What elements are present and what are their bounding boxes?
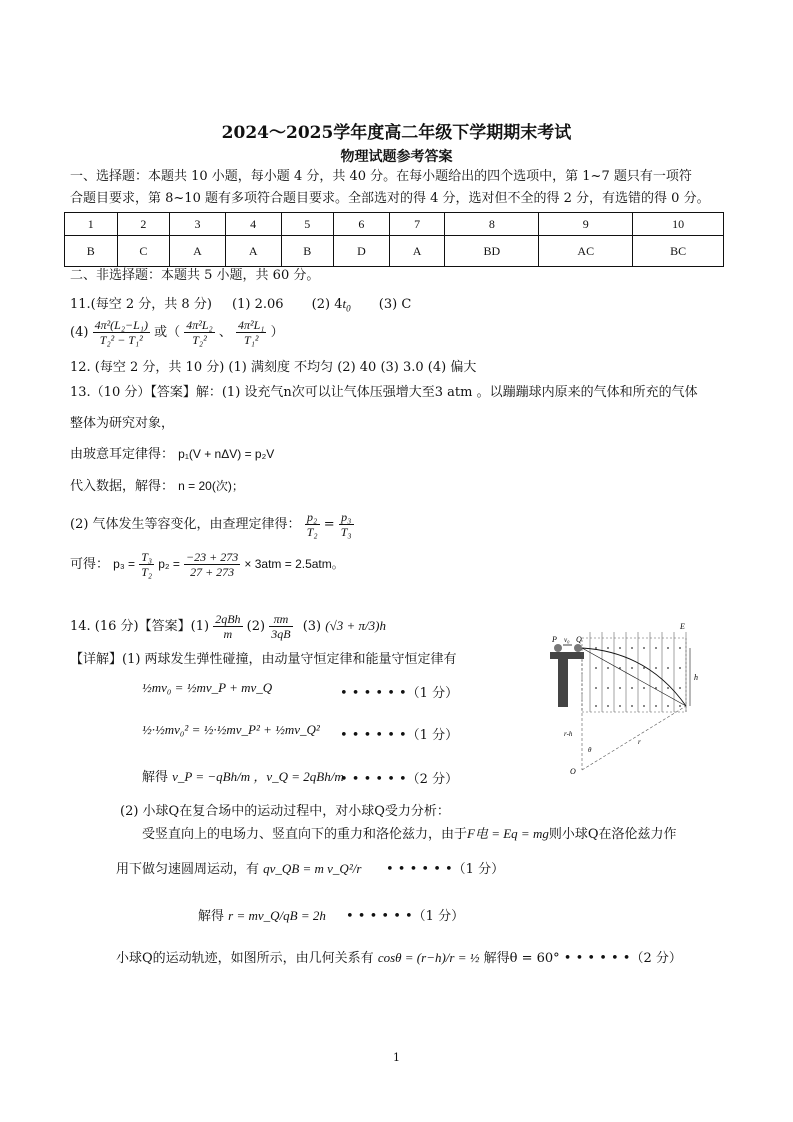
q14-part2-line5 (116, 947, 682, 966)
answer-table-header-row (65, 213, 724, 236)
table-cell: A (389, 236, 445, 267)
q14-equation-2-score: • • • • • •（1 分） (340, 728, 459, 743)
ball-p (554, 644, 562, 652)
table-cell: C (117, 236, 170, 267)
q11-line2 (70, 318, 284, 347)
fraction-numerator: 4π²(L₂−L₁) (94, 318, 148, 332)
fraction-denominator: 27 + 273 (190, 565, 235, 579)
table-cell: BC (633, 236, 724, 267)
q14-answer-3: (√3 + π/3)h (325, 618, 386, 633)
q13-line5-label: (2) 气体发生等容变化，由查理定律得： (70, 517, 301, 532)
q13-line6 (70, 550, 344, 579)
fraction-numerator: 2qBh (215, 612, 241, 626)
fraction-denominator: T₃ (340, 525, 352, 539)
q11-line1 (70, 294, 411, 319)
label-q: Q (576, 635, 582, 644)
q11-answer-1: (1) 2.06 (232, 297, 284, 312)
q13-line3-label: 由玻意耳定律得： (70, 447, 175, 462)
q13-line4-equation: n = 20(次)； (178, 479, 244, 493)
page-subtitle: 物理试题参考答案 (340, 149, 453, 165)
q13-line2: 整体为研究对象， (70, 416, 175, 431)
q11-answer-4-label: (4) (70, 325, 89, 340)
q14-part2-line3-score: • • • • • •（1 分） (386, 862, 505, 877)
label-r: r (638, 738, 641, 746)
q14-part2-line2 (142, 823, 677, 842)
q14-part2-line3-text: 用下做匀速圆周运动，有 (116, 862, 260, 877)
q11-answer-2: (2) 4 (311, 297, 343, 312)
q13-line6-part-a: p₃ = (113, 557, 136, 571)
q13-line5 (70, 510, 354, 539)
q14-part2-line2-tail: 则小球Q在洛伦兹力作 (548, 827, 677, 842)
fraction-numerator: 4π²L₁ (238, 318, 265, 332)
q11-answer-4-fraction (93, 318, 150, 347)
fraction-denominator: T₁² (244, 333, 259, 347)
q14-answer-1 (213, 612, 242, 641)
q11-answer-4-separator: 、 (218, 325, 232, 340)
table-cell: 4 (225, 213, 281, 236)
label-h: h (694, 673, 698, 682)
table-cell: 6 (334, 213, 390, 236)
q11-answer-3: (3) C (378, 297, 412, 312)
q14-part2-line4-equation: r = mv_Q/qB = 2h (228, 908, 326, 923)
q11-answer-4-alt2 (236, 318, 266, 347)
q13-line4-label: 代入数据，解得： (70, 479, 175, 494)
table-cell: A (170, 236, 226, 267)
q14-part2-line4-label: 解得 (198, 909, 225, 924)
q14-part2-line5-score: • • • • • •（2 分） (563, 951, 682, 966)
q11-head: 11.(每空 2 分，共 8 分) (70, 297, 212, 312)
motion-diagram (530, 618, 730, 778)
q13-line6-part-c: × 3atm = 2.5atm。 (244, 557, 344, 571)
fraction-numerator: 4π²L₂ (186, 318, 213, 332)
q13-line5-left-fraction (305, 510, 320, 539)
table-cell: 3 (170, 213, 226, 236)
table-cell: B (281, 236, 334, 267)
q14-part2-line5-equation: cosθ = (r−h)/r = ½ (377, 950, 480, 965)
section1-line1: 一、选择题：本题共 10 小题，每小题 4 分，共 40 分。在每小题给出的四个选项中，第 1~7 题只有一项符 (70, 169, 692, 184)
q13-line6-fraction-2 (184, 550, 240, 579)
fraction-numerator: T₃ (141, 550, 153, 564)
table-cell: 2 (117, 213, 170, 236)
chord-line (582, 648, 686, 706)
table-cell: 10 (633, 213, 724, 236)
table-cell: D (334, 236, 390, 267)
q13-line4 (70, 476, 244, 497)
fraction-denominator: T₂ (306, 525, 318, 539)
q14-equation-1-score: • • • • • •（1 分） (340, 686, 459, 701)
q14-head: 14. (16 分)【答案】(1) (70, 619, 210, 634)
q14-part2-line5-tail: 解得θ = 60° (483, 951, 560, 966)
table-cell: 1 (65, 213, 118, 236)
ball-q (574, 644, 582, 652)
q14-detail-heading: 【详解】(1) 两球发生弹性碰撞，由动量守恒定律和能量守恒定律有 (70, 652, 457, 667)
q14-equation-1: ½mv₀ = ½mv_P + mv_Q (142, 680, 273, 695)
q14-equation-2: ½·½mv₀² = ½·½mv_P² + ½mv_Q² (142, 722, 320, 737)
fraction-denominator: T₂² − T₁² (99, 333, 143, 347)
q13-line3 (70, 444, 274, 465)
q11-answer-2-sub: 0 (346, 303, 351, 314)
q14-equation-3-label: 解得 (142, 770, 169, 785)
q11-answer-4-alt1 (184, 318, 214, 347)
q12-line: 12. (每空 2 分，共 10 分) (1) 满刻度 不均匀 (2) 40 (3) 3.0 (4) 偏大 (70, 360, 477, 375)
table-leg (558, 659, 568, 707)
q13-line5-right-fraction (339, 510, 354, 539)
q11-answer-2-var: t (342, 296, 347, 311)
q14-part2-line1: (2) 小球Q在复合场中的运动过程中，对小球Q受力分析： (120, 804, 450, 819)
table-cell: 9 (539, 213, 633, 236)
label-p: P (552, 635, 557, 644)
q14-equation-3 (142, 766, 344, 785)
table-cell: 8 (445, 213, 539, 236)
q13-line6-label: 可得： (70, 557, 110, 572)
fraction-denominator: m (223, 627, 233, 641)
table-top (550, 652, 584, 659)
table-cell: 7 (389, 213, 445, 236)
section2-heading: 二、非选择题：本题共 5 小题，共 60 分。 (70, 268, 320, 283)
page-number: 1 (393, 1051, 400, 1064)
q14-part2-line5-text: 小球Q的运动轨迹，如图所示，由几何关系有 (116, 951, 374, 966)
section1-line2: 合题目要求，第 8~10 题有多项符合题目要求。全部选对的得 4 分，选对但不全的得 2 分，有选错的得 0 分。 (70, 191, 710, 206)
fraction-numerator: πm (269, 612, 292, 627)
table-cell: A (225, 236, 281, 267)
label-o: O (570, 767, 576, 776)
fraction-numerator: −23 + 273 (186, 550, 239, 564)
q13-line6-part-b: p₂ = (158, 557, 180, 571)
table-cell: 5 (281, 213, 334, 236)
label-theta: θ (588, 746, 592, 754)
page-title: 2024～2025学年度高二年级下学期期末考试 (221, 123, 572, 143)
q14-part2-line4-score: • • • • • •（1 分） (346, 909, 465, 924)
fraction-numerator: p₃ (339, 510, 354, 525)
label-e: E (680, 622, 685, 631)
fraction-denominator: T₂ (141, 565, 153, 579)
answer-table-answer-row (65, 236, 724, 267)
table-cell: BD (445, 236, 539, 267)
table-cell: B (65, 236, 118, 267)
q14-answer-2-label: (2) (246, 619, 266, 634)
q11-answer-4-close: ） (270, 325, 284, 340)
label-r-minus-h: r-h (564, 730, 573, 738)
q14-answer-3-label: (3) (302, 619, 322, 634)
q13-line1: 13.（10 分）【答案】解：(1) 设充气n次可以让气体压强增大至3 atm 。以蹦蹦球内原来的气体和所充的气体 (70, 385, 698, 400)
field-region (582, 638, 686, 712)
answer-table (64, 212, 724, 267)
q14-part2-line2-equation: F电 = Eq = mg (467, 826, 549, 841)
radius-line (582, 706, 686, 770)
q13-line5-equals: = (323, 517, 335, 532)
q14-equation-3-body: v_P = −qBh/m ，v_Q = 2qBh/m (172, 769, 344, 784)
fraction-denominator: 3qB (271, 627, 291, 641)
fraction-denominator: T₂² (192, 333, 207, 347)
q14-answer-2 (269, 612, 292, 641)
q13-line6-fraction-1 (139, 550, 154, 579)
q14-part2-line2-text: 受竖直向上的电场力、竖直向下的重力和洛伦兹力，由于 (142, 827, 468, 842)
q14-part2-line3-equation: qv_QB = m v_Q²/r (263, 861, 362, 876)
q13-line3-equation: p₁(V + nΔV) = p₂V (178, 447, 275, 461)
q14-answer-line (70, 612, 386, 641)
label-v0: v₀ (564, 636, 570, 644)
q14-part2-line3 (116, 858, 361, 877)
fraction-numerator: p₂ (305, 510, 320, 525)
field-arrows (590, 632, 686, 712)
q14-part2-line4 (198, 905, 326, 924)
q14-equation-3-score: • • • • • •（2 分） (340, 772, 459, 787)
table-cell: AC (539, 236, 633, 267)
q11-answer-4-or: 或（ (154, 325, 181, 340)
